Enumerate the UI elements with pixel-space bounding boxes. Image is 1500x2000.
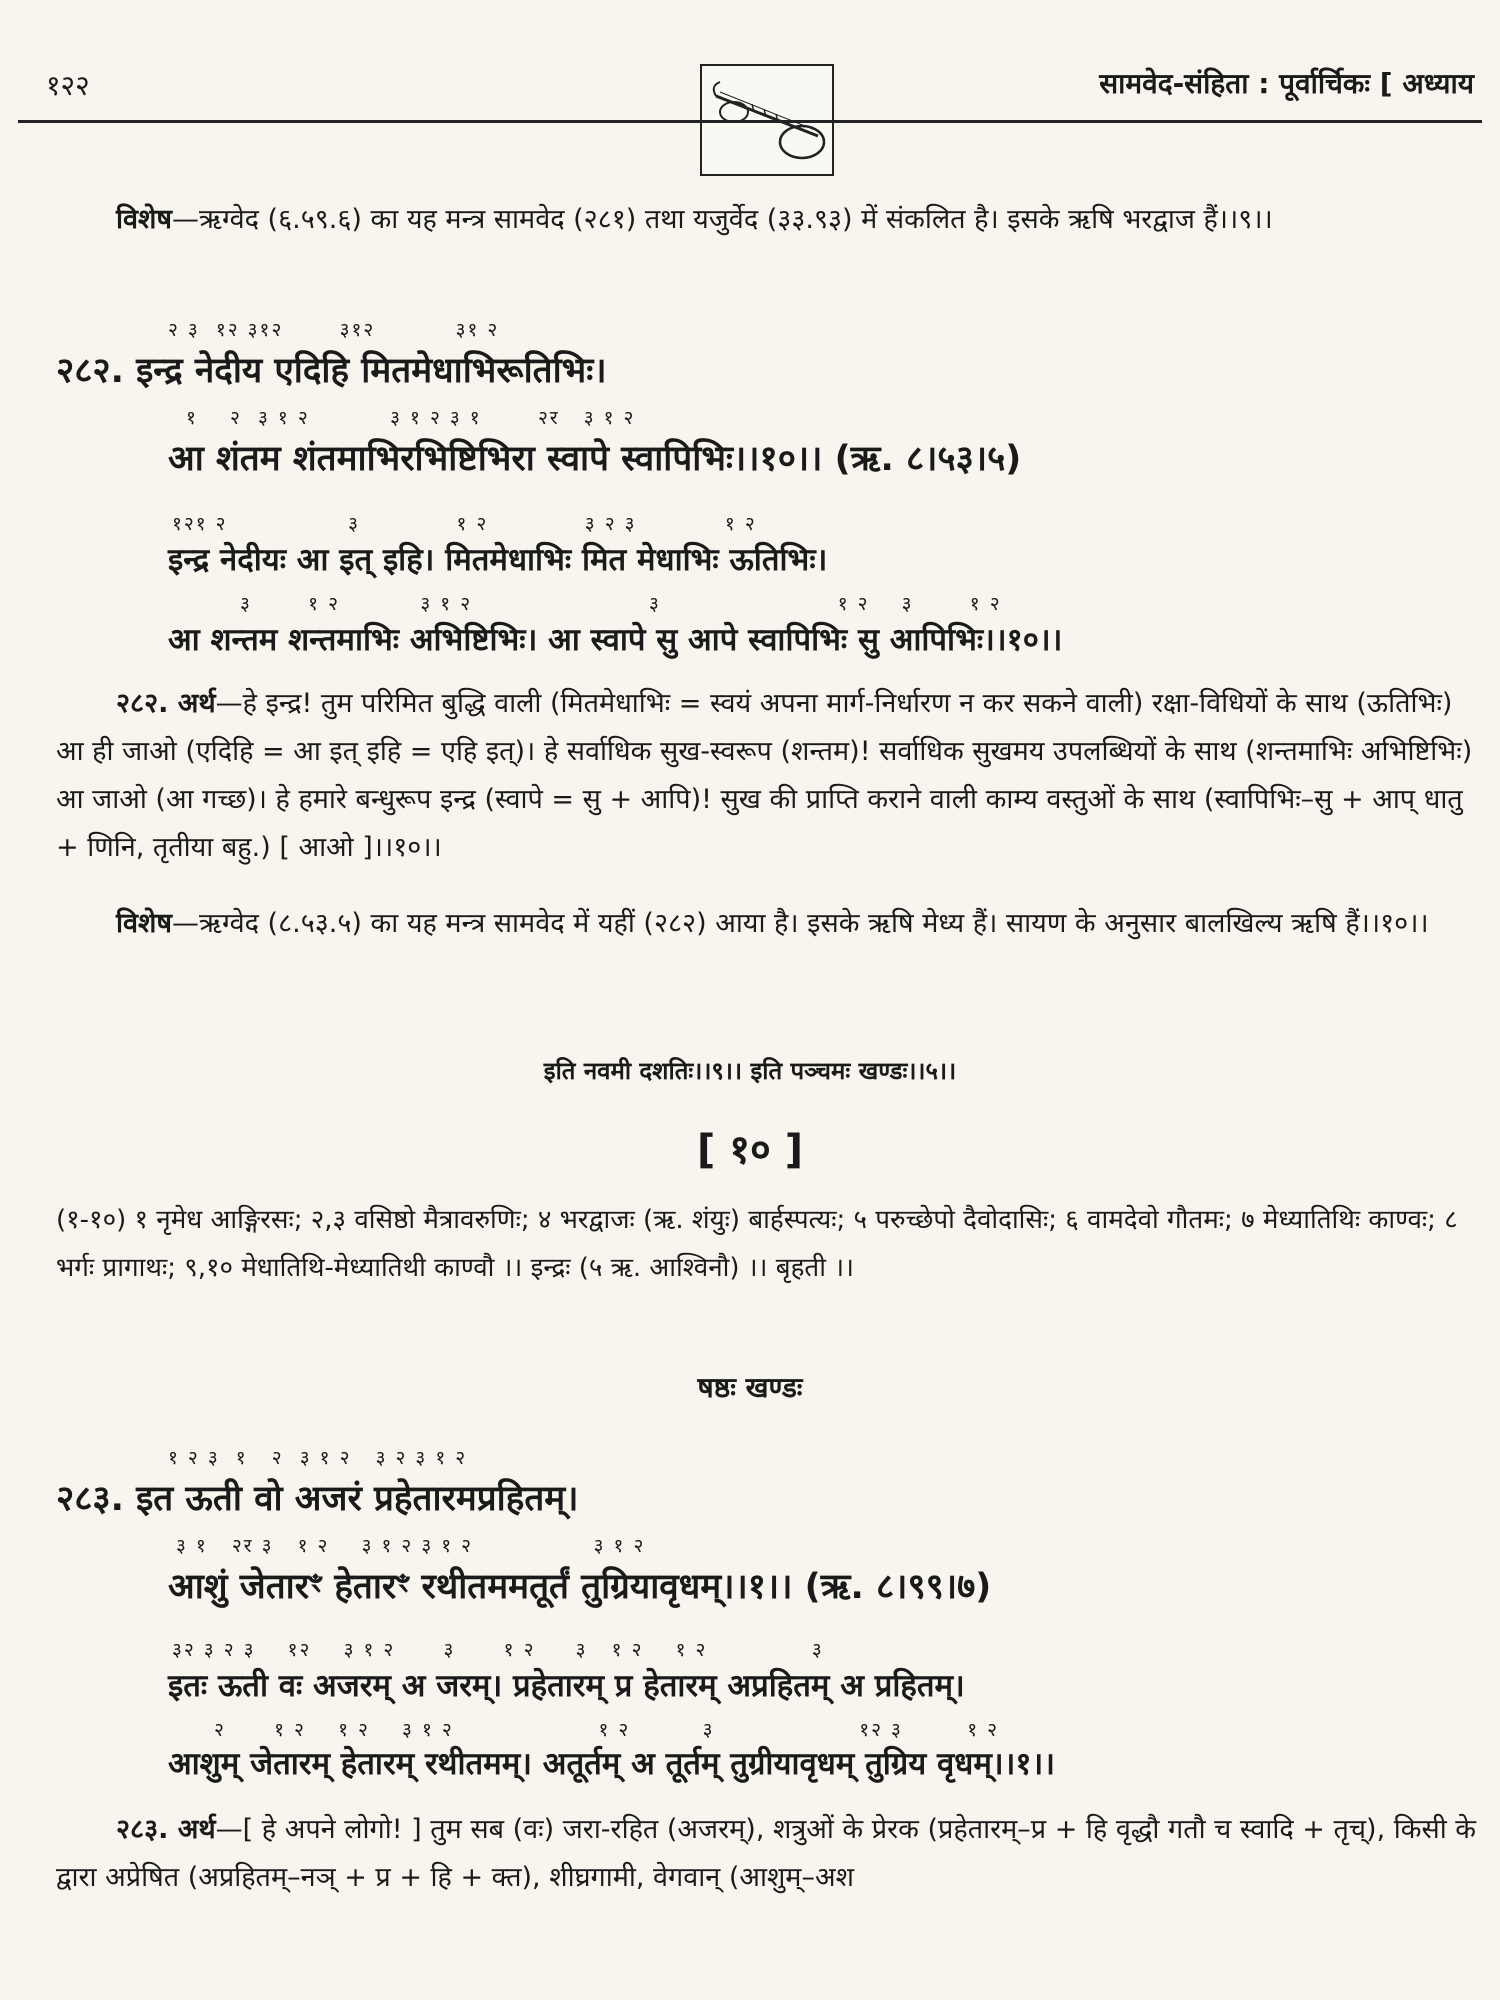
artha-text: —हे इन्द्र! तुम परिमित बुद्धि वाली (मितमेधाभिः = स्वयं अपना मार्ग-निर्धारण न कर सकने वाली) रक्षा-विधियों के साथ (ऊतिभिः) आ ही जाओ (एदिहि = आ इत् इहि = एहि इत्)। हे सर्वाधिक सुख-स्वरूप (शन्तम)! सर्वाधिक सुखमय उपलब्धियों के साथ (शन्तमाभिः अभिष्टिभिः) आ जाओ (आ गच्छ)। हे हमारे बन्धुरूप इन्द्र (स्वापे = सु + आपि)! सुख की प्राप्ति कराने वाली काम्य वस्तुओं के साथ (स्वापिभिः–सु + आप् धातु + णिनि, तृतीया बहु.) [ आओ ]।।१०।। <box>56 688 1473 863</box>
artha-text: —[ हे अपने लोगो! ] तुम सब (वः) जरा-रहित (अजरम्), शत्रुओं के प्रेरक (प्रहेतारम्–प्र + हि वृद्धौ गतौ च स्वादि + तृच्), किसी के द्वारा अप्रेषित (अप्रहितम्–नञ् + प्र + हि + क्त), शीघ्रगामी, वेगवान् (आशुम्–अश <box>56 1814 1477 1893</box>
pada-patha-line: इन्द्र नेदीयः आ इत् इहि। मितमेधाभिः मित मेधाभिः ऊतिभिः। <box>168 542 828 578</box>
mantra-line: आ शंतम शंतमाभिरभिष्टिभिरा स्वापे स्वापिभिः।।१०।। (ऋ. ८।५३।५) <box>168 439 1022 479</box>
svara-notes: ३ १ २र ३ १ २ ३ १ २ ३ १ २ ३ १ २ <box>176 1535 646 1557</box>
running-header-title: सामवेद-संहिता : पूर्वार्चिकः [ अध्याय <box>1099 67 1474 100</box>
mantra-line: २८३. इत ऊती वो अजरं प्रहेतारमप्रहितम्। <box>56 1479 579 1519</box>
artha-label: २८२. अर्थ <box>116 688 216 719</box>
vishesh-text: —ऋग्वेद (८.५३.५) का यह मन्त्र सामवेद में यहीं (२८२) आया है। इसके ऋषि मेध्य हैं। सायण के अनुसार बालखिल्य ऋषि हैं।।१०।। <box>171 908 1429 939</box>
svara-notes: १ २ ३ १ २ ३ १ २ ३ १ २र ३ १ २ <box>186 407 636 429</box>
vishesh-label: विशेष <box>116 204 172 235</box>
khanda-heading: षष्ठः खण्डः <box>697 1371 803 1404</box>
colophon: इति नवमी दशतिः।।९।। इति पञ्चमः खण्डः।।५।। <box>543 1057 957 1085</box>
rishi-devata-list: (१-१०) १ नृमेध आङ्गिरसः; २,३ वसिष्ठो मैत्रावरुणिः; ४ भरद्वाजः (ऋ. शंयुः) बार्हस्पत्यः; ५ परुच्छेपो दैवोदासिः; ६ वामदेवो गौतमः; ७ मेध्यातिथिः काण्वः; ८ भर्गः प्रागाथः; ९,१० मेधातिथि-मेध्यातिथी काण्वौ ।। इन्द्रः (५ ऋ. आश्विनौ) ।। बृहती ।। <box>56 1205 1458 1283</box>
mantra-line: आशुं जेतारꣳ हेतारꣳ रथीतममतूर्तं तुग्रियावृधम्।।१।। (ऋ. ८।९९।७) <box>168 1567 992 1607</box>
artha-paragraph-283 <box>56 1806 1480 1902</box>
svara-notes: १ २ ३ १ २ ३ १ २ ३ २ ३ १ २ <box>168 1447 468 1469</box>
svara-notes: ३२ ३ २ ३ १२ ३ १ २ ३ १ २ ३ १ २ १ २ ३ <box>172 1639 824 1661</box>
header-rule <box>18 120 1482 123</box>
svara-notes: १२१ २ ३ १ २ ३ २ ३ १ २ <box>172 513 757 535</box>
pada-patha-line: आशुम् जेतारम् हेतारम् रथीतमम्। अतूर्तम् अ तूर्तम् तुग्रीयावृधम् तुग्रिय वृधम्।।१।। <box>168 1746 1056 1782</box>
vishesh-paragraph-9 <box>56 196 1480 244</box>
page-number: १२२ <box>46 69 90 102</box>
svara-notes: २ ३ १२ ३१२ ३१२ ३१ २ <box>168 319 500 341</box>
vishesh-text: —ऋग्वेद (६.५९.६) का यह मन्त्र सामवेद (२८१) तथा यजुर्वेद (३३.९३) में संकलित है। इसके ऋषि भरद्वाज हैं।।९।। <box>171 204 1273 235</box>
pada-patha-line: आ शन्तम शन्तमाभिः अभिष्टिभिः। आ स्वापे सु आपे स्वापिभिः सु आपिभिः।।१०।। <box>168 622 1063 658</box>
vishesh-paragraph-10 <box>56 900 1480 948</box>
vishesh-label: विशेष <box>116 908 172 939</box>
section-number: [ १० ] <box>696 1127 803 1173</box>
svara-notes: ३ १ २ ३ १ २ ३ १ २ ३ १ २ <box>240 593 1002 615</box>
svara-notes: २ १ २ १ २ ३ १ २ १ २ ३ १२ ३ १ २ <box>214 1719 1000 1741</box>
mantra-line: २८२. इन्द्र नेदीय एदिहि मितमेधाभिरूतिभिः। <box>56 351 607 391</box>
artha-label: २८३. अर्थ <box>116 1814 216 1845</box>
pada-patha-line: इतः ऊती वः अजरम् अ जरम्। प्रहेतारम् प्र हेतारम् अप्रहितम् अ प्रहितम्। <box>168 1668 965 1704</box>
artha-paragraph-282 <box>56 680 1480 872</box>
